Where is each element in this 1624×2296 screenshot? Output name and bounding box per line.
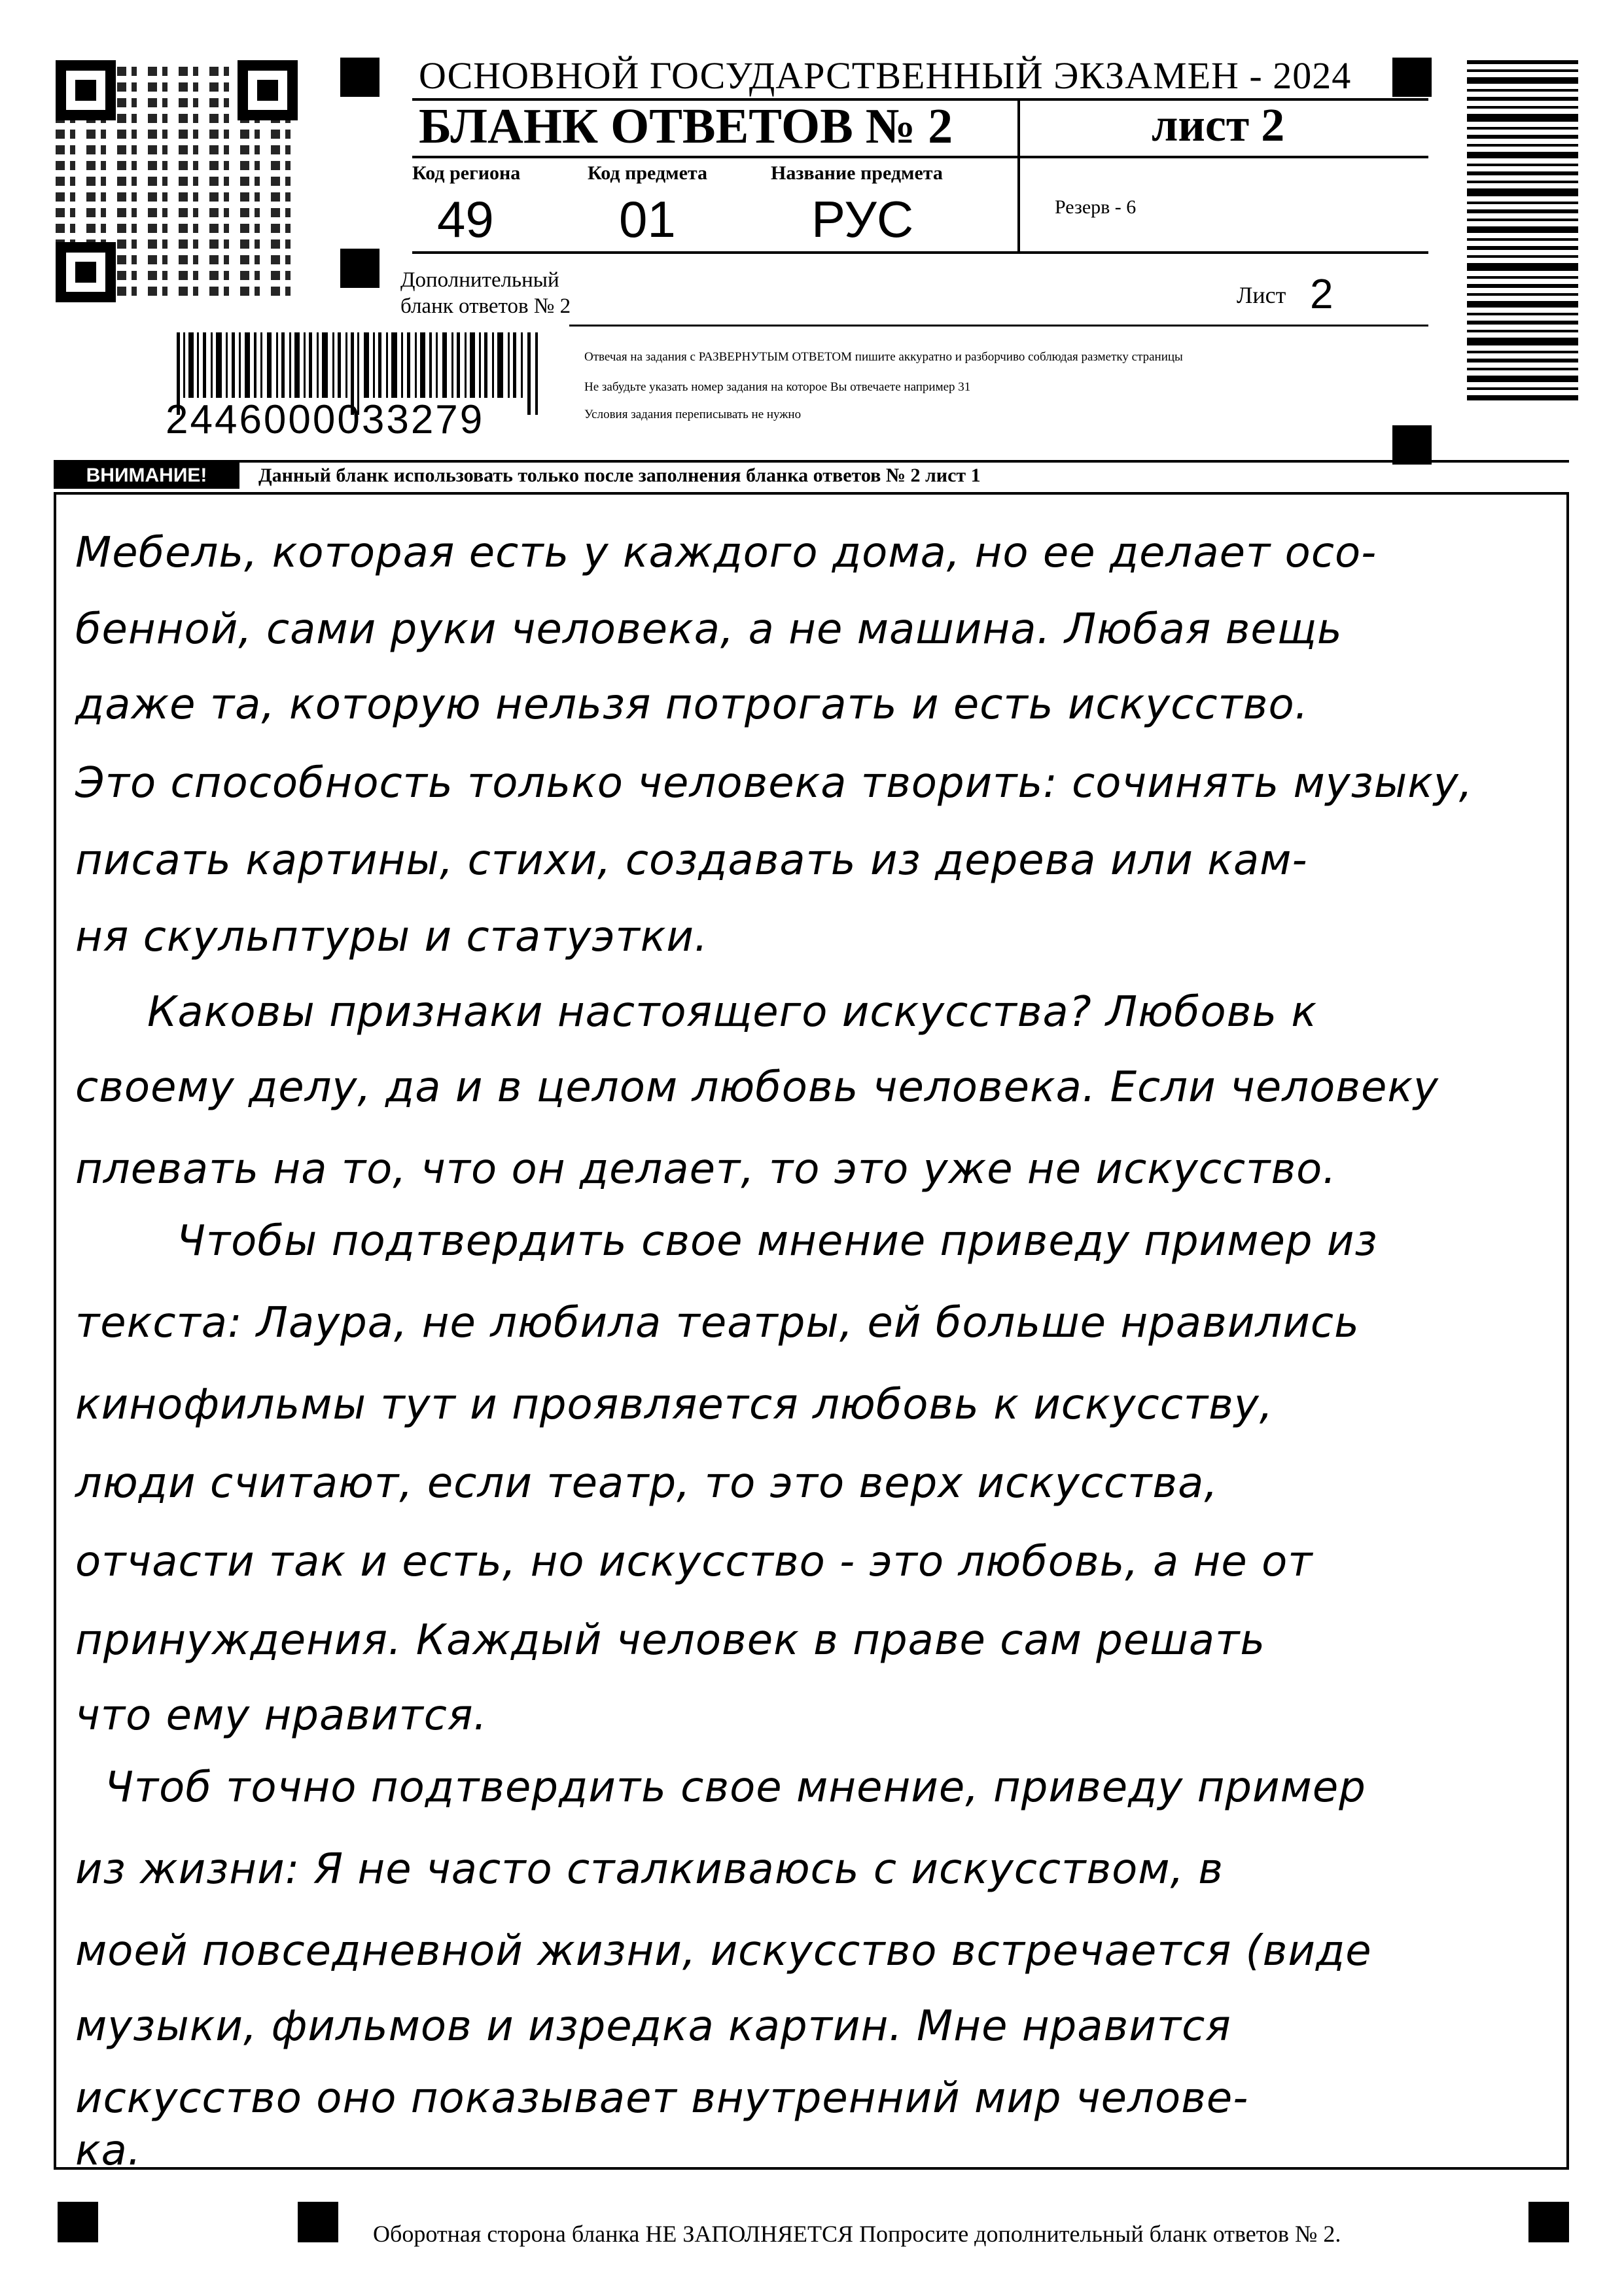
answer-line: из жизни: Я не часто сталкиваюсь с искусством, в	[75, 1845, 1224, 1894]
answer-line: моей повседневной жизни, искусство встречается (виде	[75, 1927, 1372, 1975]
extra-form-label: Дополнительный бланк ответов № 2	[400, 268, 571, 318]
anchor-square	[1392, 58, 1432, 97]
region-label: Код региона	[412, 162, 521, 184]
answer-line: Чтобы подтвердить свое мнение приведу пример из	[177, 1217, 1378, 1265]
anchor-square	[340, 249, 380, 288]
answer-line: своему делу, да и в целом любовь человека. Если человеку	[75, 1063, 1439, 1112]
answer-line: ня скульптуры и статуэтки.	[75, 913, 709, 961]
answer-line: музыки, фильмов и изредка картин. Мне нравится	[75, 2002, 1231, 2051]
attention-text: Данный бланк использовать только после заполнения бланка ответов № 2 лист 1	[258, 465, 981, 486]
answer-line: Каковы признаки настоящего искусства? Любовь к	[147, 988, 1318, 1036]
answer-line: писать картины, стихи, создавать из дерева или кам-	[75, 836, 1308, 885]
attention-label: ВНИМАНИЕ!	[54, 463, 239, 489]
side-barcode	[1467, 60, 1578, 400]
instruction-line: Не забудьте указать номер задания на которое Вы отвечаете например 31	[584, 380, 971, 394]
answer-line: искусство оно показывает внутренний мир челове-	[75, 2074, 1249, 2123]
answer-line: Это способность только человека творить: сочинять музыку,	[75, 759, 1474, 807]
exam-title: ОСНОВНОЙ ГОСУДАРСТВЕННЫЙ ЭКЗАМЕН - 2024	[419, 54, 1352, 97]
answer-line: даже та, которую нельзя потрогать и есть искусство.	[75, 680, 1309, 729]
qr-code	[56, 60, 298, 302]
answer-line: кинофильмы тут и проявляется любовь к искусству,	[75, 1381, 1274, 1429]
barcode-number: 2446000033279	[166, 397, 485, 442]
answer-line: ка.	[75, 2127, 142, 2175]
subject-code-value: 01	[619, 190, 676, 248]
region-value: 49	[437, 190, 494, 248]
footer-note: Оборотная сторона бланка НЕ ЗАПОЛНЯЕТСЯ Попросите дополнительный бланк ответов № 2.	[373, 2221, 1341, 2247]
subject-code-label: Код предмета	[588, 162, 707, 184]
answer-line: люди считают, если театр, то это верх искусства,	[75, 1459, 1218, 1508]
sheet-label: лист 2	[1152, 99, 1285, 151]
anchor-square	[298, 2202, 338, 2242]
anchor-square	[1528, 2202, 1569, 2242]
subject-name-value: РУС	[811, 190, 914, 248]
list-number: 2	[1310, 270, 1333, 317]
answer-line: отчасти так и есть, но искусство - это любовь, а не от	[75, 1538, 1313, 1586]
answer-line: текста: Лаура, не любила театры, ей больше нравились	[75, 1299, 1360, 1347]
reserve-label: Резерв - 6	[1055, 196, 1137, 218]
instruction-line: Отвечая на задания с РАЗВЕРНУТЫМ ОТВЕТОМ пишите аккуратно и разборчиво соблюдая разметку страницы	[584, 350, 1183, 364]
form-title: БЛАНК ОТВЕТОВ № 2	[419, 99, 953, 154]
answer-line: принуждения. Каждый человек в праве сам решать	[75, 1616, 1266, 1665]
answer-line: что ему нравится.	[75, 1691, 487, 1740]
answer-line: плевать на то, что он делает, то это уже не искусство.	[75, 1145, 1337, 1193]
list-label: Лист	[1237, 282, 1286, 308]
answer-line: бенной, сами руки человека, а не машина. Любая вещь	[75, 605, 1343, 654]
anchor-square	[1392, 425, 1432, 465]
instruction-line: Условия задания переписывать не нужно	[584, 408, 802, 421]
answer-line: Чтоб точно подтвердить свое мнение, приведу пример	[105, 1763, 1366, 1812]
anchor-square	[58, 2202, 98, 2242]
answer-line: Мебель, которая есть у каждого дома, но ее делает осо-	[75, 529, 1377, 577]
anchor-square	[340, 58, 380, 97]
subject-name-label: Название предмета	[771, 162, 943, 184]
